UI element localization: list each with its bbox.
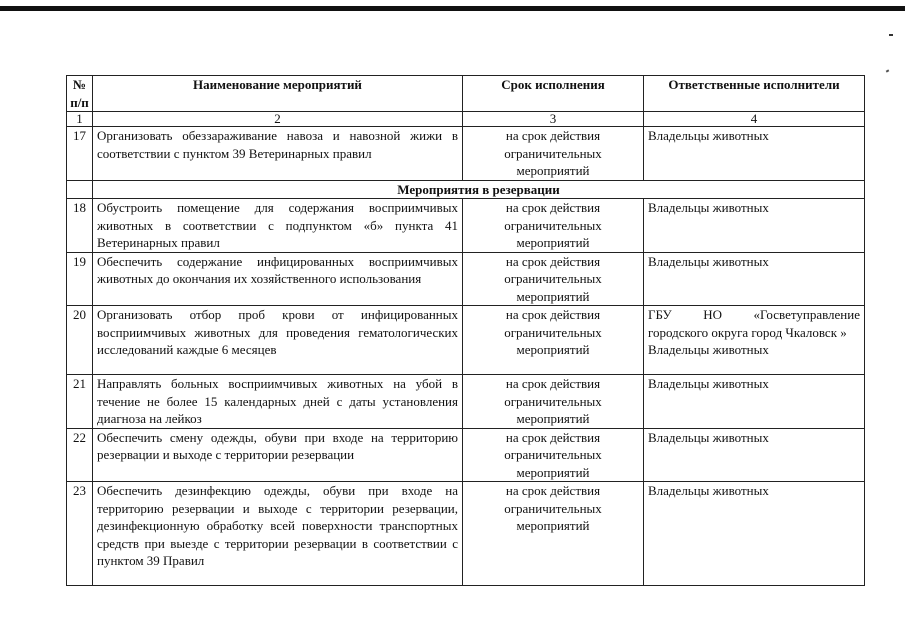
measure-term: на срок действия ограничительных мероприятий bbox=[463, 306, 644, 375]
scan-mark bbox=[889, 34, 893, 36]
measure-responsible-cell bbox=[644, 306, 865, 375]
row-number: 19 bbox=[67, 252, 93, 306]
measure-term: на срок действия ограничительных мероприятий bbox=[463, 199, 644, 253]
section-spacer bbox=[67, 180, 93, 199]
table-row bbox=[67, 306, 865, 375]
header-num: № п/п bbox=[67, 76, 93, 112]
measure-name: Обеспечить смену одежды, обуви при входе на территорию резервации и выходе с территории резервации bbox=[93, 428, 463, 482]
measure-name: Обеспечить содержание инфицированных восприимчивых животных до окончания их хозяйственного использования bbox=[93, 252, 463, 306]
top-border-line bbox=[0, 6, 905, 11]
index-cell: 1 bbox=[67, 112, 93, 127]
measure-responsible: Владельцы животных bbox=[644, 252, 865, 306]
measure-term: на срок действия ограничительных мероприятий bbox=[463, 482, 644, 586]
measure-term: на срок действия ограничительных мероприятий bbox=[463, 428, 644, 482]
header-term: Срок исполнения bbox=[463, 76, 644, 112]
section-row bbox=[67, 180, 865, 199]
measure-responsible: Владельцы животных bbox=[644, 199, 865, 253]
index-cell: 4 bbox=[644, 112, 865, 127]
row-number: 17 bbox=[67, 127, 93, 181]
index-cell: 3 bbox=[463, 112, 644, 127]
column-index-row bbox=[67, 112, 865, 127]
row-number: 21 bbox=[67, 375, 93, 429]
row-number: 23 bbox=[67, 482, 93, 586]
measure-term: на срок действия ограничительных мероприятий bbox=[463, 252, 644, 306]
measure-name: Обустроить помещение для содержания восприимчивых животных в соответствии с подпунктом «б» пункта 41 Ветеринарных правил bbox=[93, 199, 463, 253]
measure-name: Направлять больных восприимчивых животных на убой в течение не более 15 календарных дней с даты установления диагноза на лейкоз bbox=[93, 375, 463, 429]
row-number: 22 bbox=[67, 428, 93, 482]
header-row bbox=[67, 76, 865, 112]
index-cell: 2 bbox=[93, 112, 463, 127]
measures-table bbox=[66, 75, 865, 586]
row-number: 20 bbox=[67, 306, 93, 375]
table-row bbox=[67, 375, 865, 429]
table-row bbox=[67, 127, 865, 181]
measure-responsible: Владельцы животных bbox=[644, 127, 865, 181]
responsible-org: ГБУ НО «Госветуправление городского округа город Чкаловск » bbox=[648, 307, 860, 340]
table-row bbox=[67, 482, 865, 586]
table-row bbox=[67, 199, 865, 253]
table-row bbox=[67, 428, 865, 482]
table-row bbox=[67, 252, 865, 306]
measure-term: на срок действия ограничительных мероприятий bbox=[463, 127, 644, 181]
measure-responsible: Владельцы животных bbox=[644, 428, 865, 482]
scan-mark bbox=[886, 69, 890, 72]
measure-term: на срок действия ограничительных мероприятий bbox=[463, 375, 644, 429]
measure-responsible: Владельцы животных bbox=[644, 375, 865, 429]
header-name: Наименование мероприятий bbox=[93, 76, 463, 112]
measure-name: Организовать обеззараживание навоза и навозной жижи в соответствии с пунктом 39 Ветеринарных правил bbox=[93, 127, 463, 181]
responsible-owners: Владельцы животных bbox=[648, 342, 769, 357]
row-number: 18 bbox=[67, 199, 93, 253]
measure-name: Обеспечить дезинфекцию одежды, обуви при входе на территорию резервации и выходе с территории резервации, дезинфекционную обработку всей поверхности транспортных средств при выезде с территории резервации в соответствии с пунктом 39 Правил bbox=[93, 482, 463, 586]
header-responsible: Ответственные исполнители bbox=[644, 76, 865, 112]
section-title: Мероприятия в резервации bbox=[93, 180, 865, 199]
measure-name: Организовать отбор проб крови от инфицированных восприимчивых животных для проведения гематологических исследований каждые 6 месяцев bbox=[93, 306, 463, 375]
measure-responsible: Владельцы животных bbox=[644, 482, 865, 586]
